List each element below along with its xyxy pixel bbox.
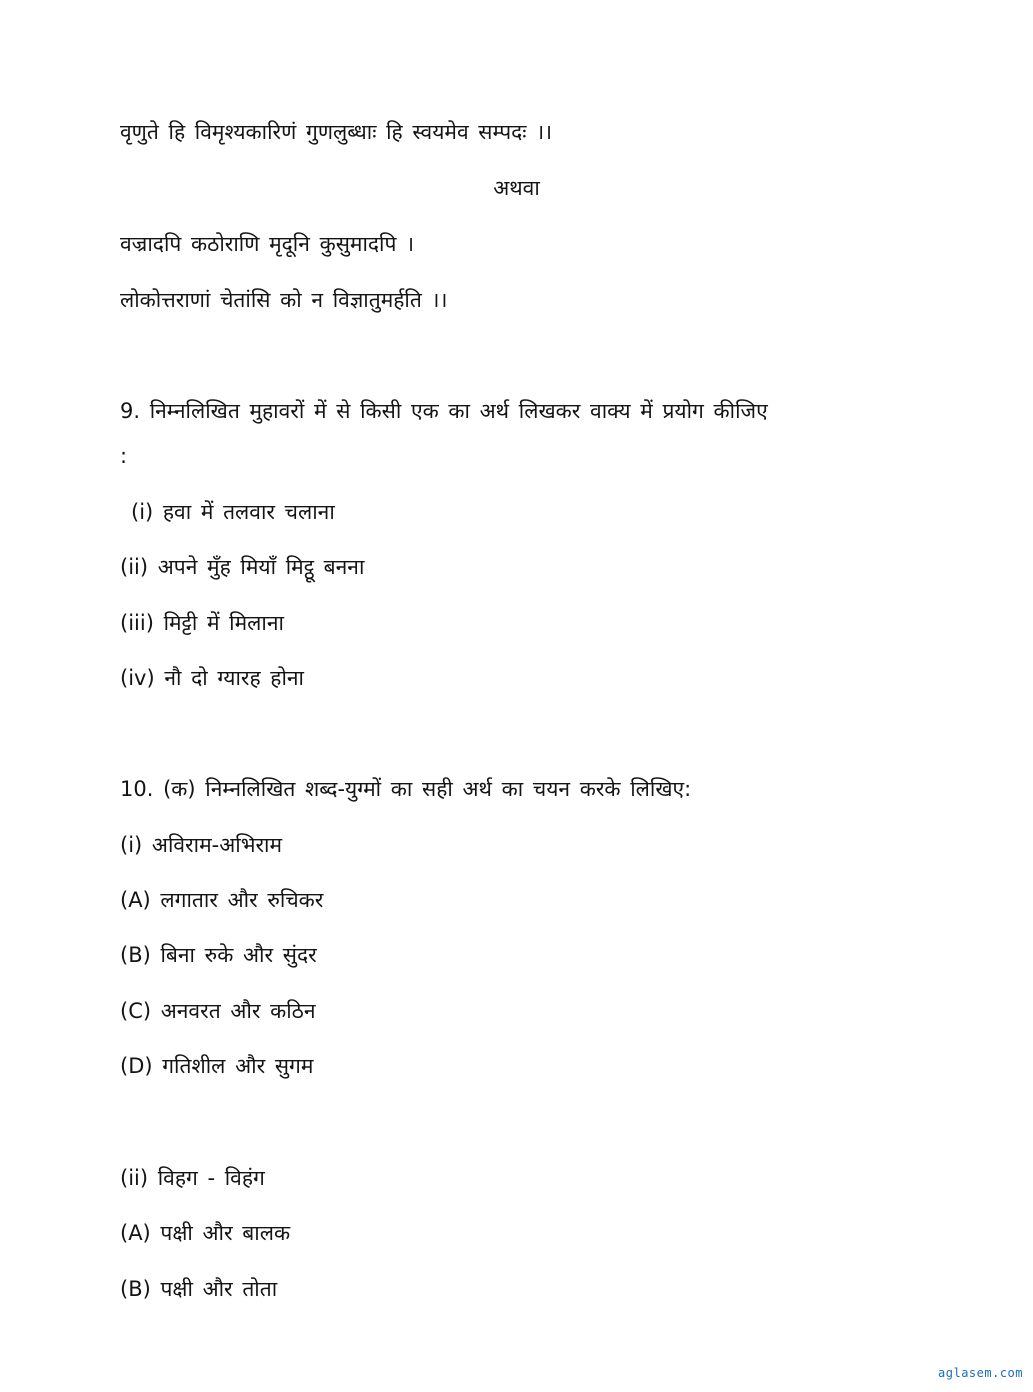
word-pair-2: (ii) विहग - विहंग	[120, 1166, 265, 1190]
shloka-line-1: वृणुते हि विमृश्यकारिणं गुणलुब्धाः हि स्वयमेव सम्पदः ।।	[120, 120, 553, 144]
idiom-item: (ii) अपने मुँह मियाँ मिट्ठू बनना	[120, 555, 365, 579]
question-10: 10. (क) निम्नलिखित शब्द-युग्मों का सही अर्थ का चयन करके लिखिए:	[120, 777, 692, 801]
idiom-item: (iii) मिट्टी में मिलाना	[120, 611, 284, 635]
option-item: (B) पक्षी और तोता	[120, 1277, 278, 1301]
shloka-line-3: लोकोत्तराणां चेतांसि को न विज्ञातुमर्हति ।।	[120, 288, 448, 312]
question-9-colon: :	[120, 444, 128, 468]
question-9: 9. निम्नलिखित मुहावरों में से किसी एक का अर्थ लिखकर वाक्य में प्रयोग कीजिए	[120, 399, 768, 423]
watermark: aglasem.com	[938, 1366, 1023, 1380]
idiom-item: (i) हवा में तलवार चलाना	[131, 500, 335, 524]
idiom-item: (iv) नौ दो ग्यारह होना	[120, 666, 304, 690]
option-item: (B) बिना रुके और सुंदर	[120, 943, 317, 967]
option-item: (A) पक्षी और बालक	[120, 1221, 291, 1245]
option-item: (D) गतिशील और सुगम	[120, 1054, 314, 1078]
shloka-line-2: वज्रादपि कठोराणि मृदूनि कुसुमादपि ।	[120, 232, 415, 256]
option-item: (A) लगातार और रुचिकर	[120, 888, 324, 912]
word-pair-1: (i) अविराम-अभिराम	[120, 833, 283, 857]
option-item: (C) अनवरत और कठिन	[120, 999, 316, 1023]
or-divider: अथवा	[493, 176, 540, 200]
